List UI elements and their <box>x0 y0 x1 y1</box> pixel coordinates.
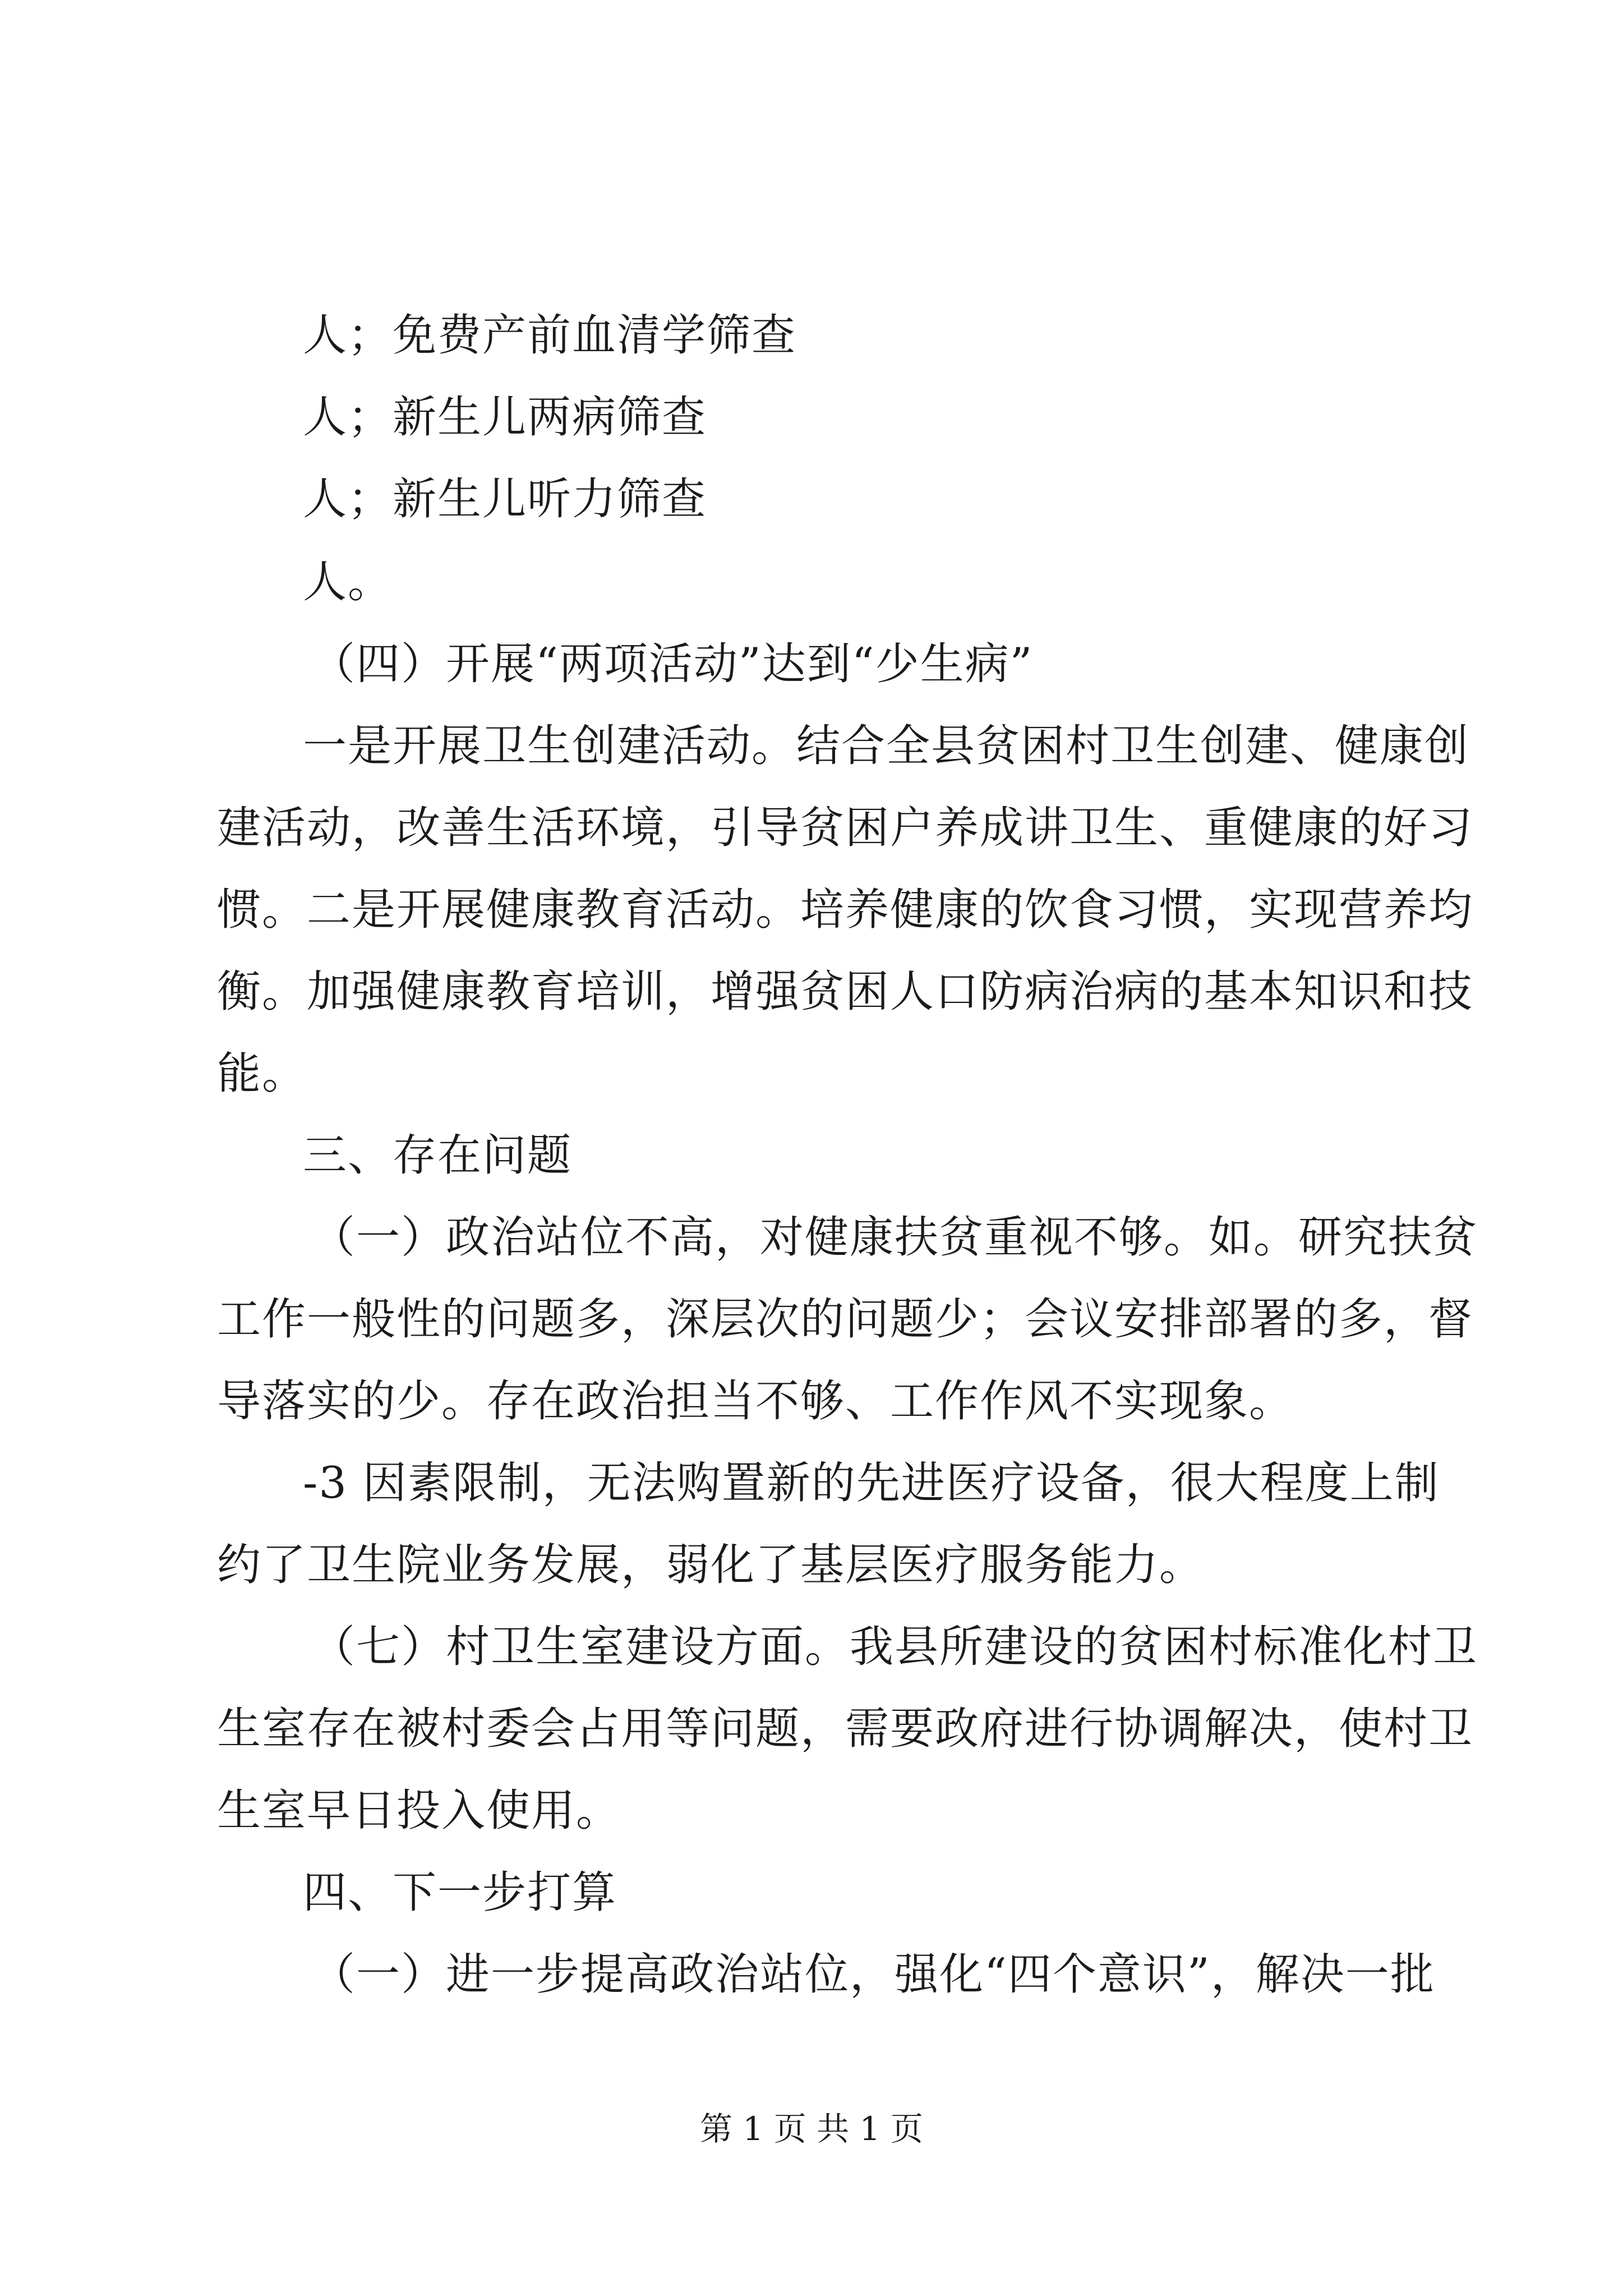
text-line-14: 导落实的少。存在政治担当不够、工作作风不实现象。 <box>217 1376 1294 1427</box>
text-line-15: -3 因素限制，无法购置新的先进医疗设备，很大程度上制 <box>303 1458 1440 1508</box>
text-line-10: 能。 <box>217 1048 307 1099</box>
text-line-18: 生室存在被村委会占用等问题，需要政府进行协调解决，使村卫 <box>217 1704 1474 1754</box>
text-line-9: 衡。加强健康教育培训，增强贫困人口防病治病的基本知识和技 <box>217 967 1474 1017</box>
text-line-12: （一）政治站位不高，对健康扶贫重视不够。如。研究扶贫 <box>311 1212 1478 1263</box>
text-line-17: （七）村卫生室建设方面。我县所建设的贫困村标准化村卫 <box>311 1622 1478 1672</box>
text-line-4: 人。 <box>303 557 393 608</box>
section-heading-next-steps: 四、下一步打算 <box>303 1867 617 1918</box>
text-line-7: 建活动，改善生活环境，引导贫困户养成讲卫生、重健康的好习 <box>217 803 1474 853</box>
text-line-2: 人；新生儿两病筛查 <box>303 392 707 443</box>
section-heading-problems: 三、存在问题 <box>303 1130 573 1181</box>
text-line-8: 惯。二是开展健康教育活动。培养健康的饮食习惯，实现营养均 <box>217 885 1474 935</box>
text-line-13: 工作一般性的问题多，深层次的问题少；会议安排部署的多，督 <box>217 1294 1474 1345</box>
section-heading-4: （四）开展“两项活动”达到“少生病” <box>311 639 1034 689</box>
page-number-footer: 第 1 页 共 1 页 <box>700 2110 923 2148</box>
text-line-19: 生室早日投入使用。 <box>217 1786 621 1836</box>
text-line-16: 约了卫生院业务发展，弱化了基层医疗服务能力。 <box>217 1540 1205 1590</box>
text-line-3: 人；新生儿听力筛查 <box>303 474 707 524</box>
text-line-6: 一是开展卫生创建活动。结合全县贫困村卫生创建、健康创 <box>303 721 1470 771</box>
text-line-1: 人；免费产前血清学筛查 <box>303 310 797 361</box>
text-line-21: （一）进一步提高政治站位，强化“四个意识”，解决一批 <box>311 1949 1435 2000</box>
